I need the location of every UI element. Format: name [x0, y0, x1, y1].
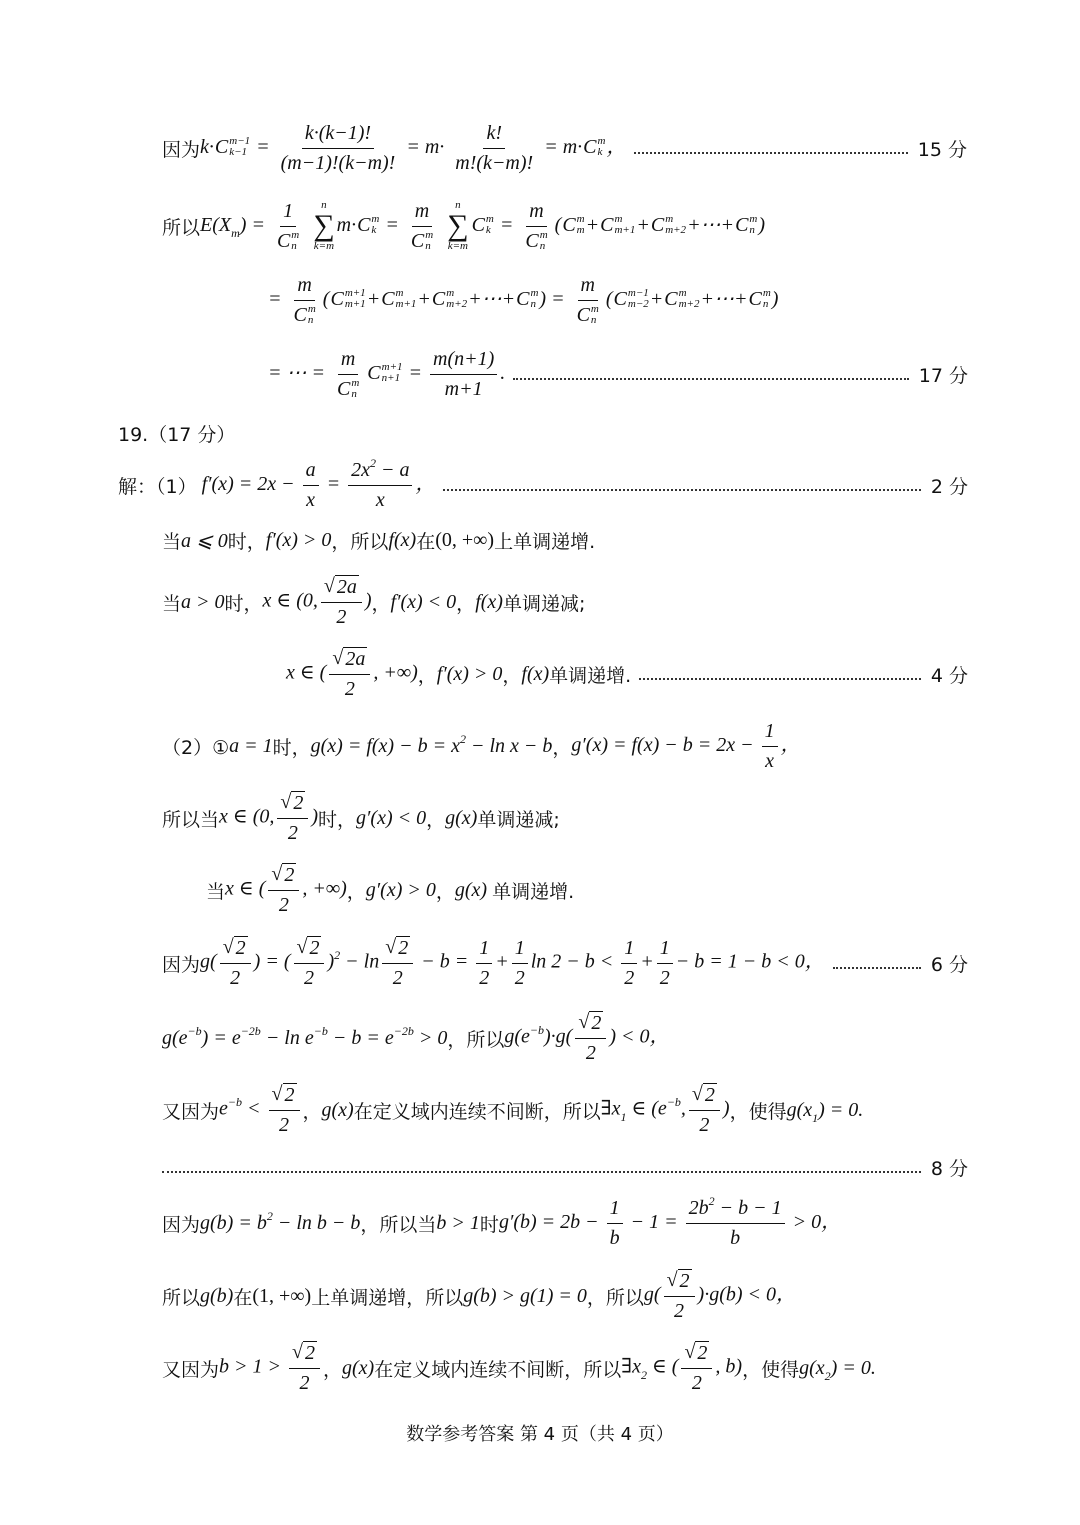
text-intro: 所以当: [162, 808, 220, 831]
score-label: 17 分: [918, 364, 968, 387]
math: g(b): [200, 1284, 234, 1307]
leader-dots: [513, 368, 909, 380]
formula-expectation: $E(X_m)$ = 1 C m n n ∑ k=m m·C m k = m C m n n ∑ k=m C m k = m C m n (C m m +C m m+1 +C m m+2 +⋯+C m n ): [200, 199, 766, 252]
text: ，: [502, 664, 522, 687]
text: ，: [346, 880, 366, 903]
math: a > 0: [181, 590, 225, 613]
line-p5: [162, 716, 801, 776]
formula-derivative: f′(x) = 2x − $\frac{a}{x}$ = $\frac{2x^2 - a}{x}$ ，: [196, 455, 436, 511]
leader-dots: [634, 142, 907, 154]
text: ，: [417, 664, 437, 687]
formula-binom-identity: k·C m−1 k−1 = $\frac{k\cdot(k-1)!}{(m-1)!(k-m)!}$ = m· $\frac{k!}{m!(k-m)!}$ = m·C m k ，: [200, 121, 627, 174]
math: $g(x) = f(x) - b = x^2 - \ln x - b$: [310, 731, 553, 757]
text-intro: 又因为: [162, 1100, 220, 1123]
text: 在: [416, 530, 436, 553]
text: 单调递增.: [492, 880, 575, 903]
text: 时，: [224, 592, 263, 615]
text: ，: [302, 1100, 322, 1123]
math: $\exists x_2$ ∈ ( √ 2 2 , b): [621, 1341, 743, 1394]
math: b > 1 > √ 2 2: [219, 1341, 323, 1395]
math: g′(x) = f(x) − b = 2x − $\frac{1}{x}$ ，: [571, 719, 801, 772]
text: 在定义域内连续不间断，所以: [374, 1358, 622, 1381]
line-p2: [162, 524, 595, 556]
text: 时，: [318, 808, 357, 831]
math: $g(x_2) = 0$.: [799, 1356, 876, 1383]
math: g′(x) > 0: [365, 878, 436, 901]
text: ，使得: [742, 1358, 800, 1381]
text: ，所以: [331, 530, 389, 553]
text: ，: [456, 592, 476, 615]
line-p12: [162, 1192, 841, 1254]
text: ，所以当: [360, 1213, 437, 1236]
score-label: 15 分: [917, 138, 967, 161]
math: a = 1: [229, 734, 273, 757]
math: $e^{-b}$ < √ 2 2: [219, 1083, 302, 1137]
text: 时，: [227, 530, 266, 553]
text-intro: 当: [162, 592, 182, 615]
question-19-header: [118, 418, 235, 448]
line-p6: [162, 788, 560, 848]
math: f(x): [388, 528, 417, 551]
text: ，: [552, 736, 572, 759]
text: ，: [371, 592, 391, 615]
math: f(x): [475, 590, 503, 613]
line-15: [162, 118, 967, 178]
question-label: 19.（17 分）: [118, 423, 236, 446]
score-label: 4 分: [930, 664, 968, 687]
score-label: 6 分: [930, 953, 968, 976]
math: x ∈ ( √ 2 2 , +∞): [225, 863, 347, 916]
text: ，: [323, 1358, 343, 1381]
math: $g(b) = b^2 - \ln b - b$: [200, 1208, 361, 1234]
text: ，: [426, 808, 446, 831]
text-intro: （2）①: [162, 736, 230, 759]
line-expectation: [162, 192, 967, 260]
line-p7: [206, 860, 574, 920]
text-intro: 当: [162, 530, 182, 553]
text-intro: 所以: [162, 1286, 201, 1309]
text: 单调递减;: [477, 808, 560, 831]
formula-expectation-step: = m C m n (C m+1 m+1 +C m m+1 +C m m+2 +⋯+C m n ) = m C m n (C m−1 m−2 +C m m+2 +⋯+C m n ): [268, 273, 779, 326]
math: b > 1: [436, 1211, 480, 1234]
line-p8: [162, 932, 968, 994]
math: f′(x) < 0: [390, 590, 457, 613]
text: ，所以: [447, 1028, 505, 1051]
leader-dots: [162, 1161, 921, 1173]
text: 在: [233, 1286, 253, 1309]
line-expectation-2: [268, 270, 968, 330]
score-label: 8 分: [930, 1157, 968, 1180]
text-intro: 因为: [162, 1213, 201, 1236]
score-label: 2 分: [930, 475, 968, 498]
line-p4: [286, 644, 968, 704]
math: x ∈ ( √ 2a 2 , +∞): [286, 647, 418, 700]
line-p1: [118, 456, 968, 514]
line-p3: [162, 572, 585, 632]
text: 上单调递增.: [494, 530, 596, 553]
math: $g(e^{-b}) = e^{-2b} - \ln e^{-b} - b = e^{-2b} > 0$: [162, 1023, 448, 1049]
math: g(x): [342, 1356, 375, 1379]
math: f(x): [521, 662, 550, 685]
leader-dots: [639, 668, 921, 680]
math: g(x): [445, 806, 478, 829]
formula-g-value: g( √ 2 2 ) = ( √ 2 2 )$^2$ − ln √ 2 2 − b = $\frac{1}{2}$ + $\frac{1}{2}$ ln 2 − b < $\frac{1}{2}$ + $\frac{1}{2}$ − b = 1 − b < 0，: [200, 936, 825, 989]
text: 时: [479, 1213, 499, 1236]
math: $g(e^{-b})\cdot g$( √ 2 2 ) < 0，: [504, 1011, 670, 1064]
text-intro: 解：（1）: [118, 475, 197, 498]
formula-expectation-result: = ⋯ = m C m n C m+1 n+1 = $\frac{m(n+1)}{m+1}$ .: [268, 347, 506, 400]
text: 单调递增.: [549, 664, 632, 687]
text-intro: 又因为: [162, 1358, 220, 1381]
math: g(x): [454, 878, 493, 901]
math: g′(x) < 0: [356, 806, 427, 829]
text-intro: 因为: [162, 138, 201, 161]
line-p14: [162, 1338, 876, 1398]
text: 单调递减;: [502, 592, 586, 615]
math: g′(b) = 2b − $\frac{1}{b}$ − 1 = $\frac{2b^2 - b - 1}{b}$ > 0，: [498, 1193, 842, 1249]
math: a ⩽ 0: [181, 529, 228, 552]
math: x ∈ (0, √ 2a 2 ): [262, 575, 372, 628]
math: f′(x) > 0: [436, 662, 503, 685]
math: f′(x) > 0: [265, 528, 332, 551]
text: ，: [435, 880, 455, 903]
math: g( √ 2 2 )·g(b) < 0，: [643, 1269, 797, 1322]
text: ，使得: [729, 1100, 787, 1123]
line-p11: [162, 1152, 968, 1182]
leader-dots: [443, 479, 920, 491]
text: 上单调递增，所以: [311, 1286, 464, 1309]
page-footer: 数学参考答案 第 4 页（共 4 页）: [406, 1424, 674, 1445]
math: $g(x_1) = 0$.: [786, 1098, 864, 1125]
text: ，所以: [586, 1286, 644, 1309]
leader-dots: [833, 957, 921, 969]
text: 在定义域内连续不间断，所以: [353, 1100, 601, 1123]
text: 时，: [272, 736, 311, 759]
math: (1, +∞): [252, 1284, 312, 1307]
line-p10: [162, 1080, 863, 1140]
math: g(x): [321, 1098, 354, 1121]
math: $\exists x_1$ ∈ ($e^{-b}$, √ 2 2 ): [600, 1083, 730, 1136]
line-p13: [162, 1266, 796, 1326]
text-intro: 因为: [162, 953, 201, 976]
math: (0, +∞): [435, 528, 495, 551]
line-p9: [162, 1008, 669, 1068]
text-intro: 当: [206, 880, 226, 903]
math: g(b) > g(1) = 0: [463, 1284, 587, 1307]
line-17: [268, 344, 968, 404]
text-intro: 所以: [162, 216, 201, 239]
math: x ∈ (0, √ 2 2 ): [219, 791, 319, 844]
